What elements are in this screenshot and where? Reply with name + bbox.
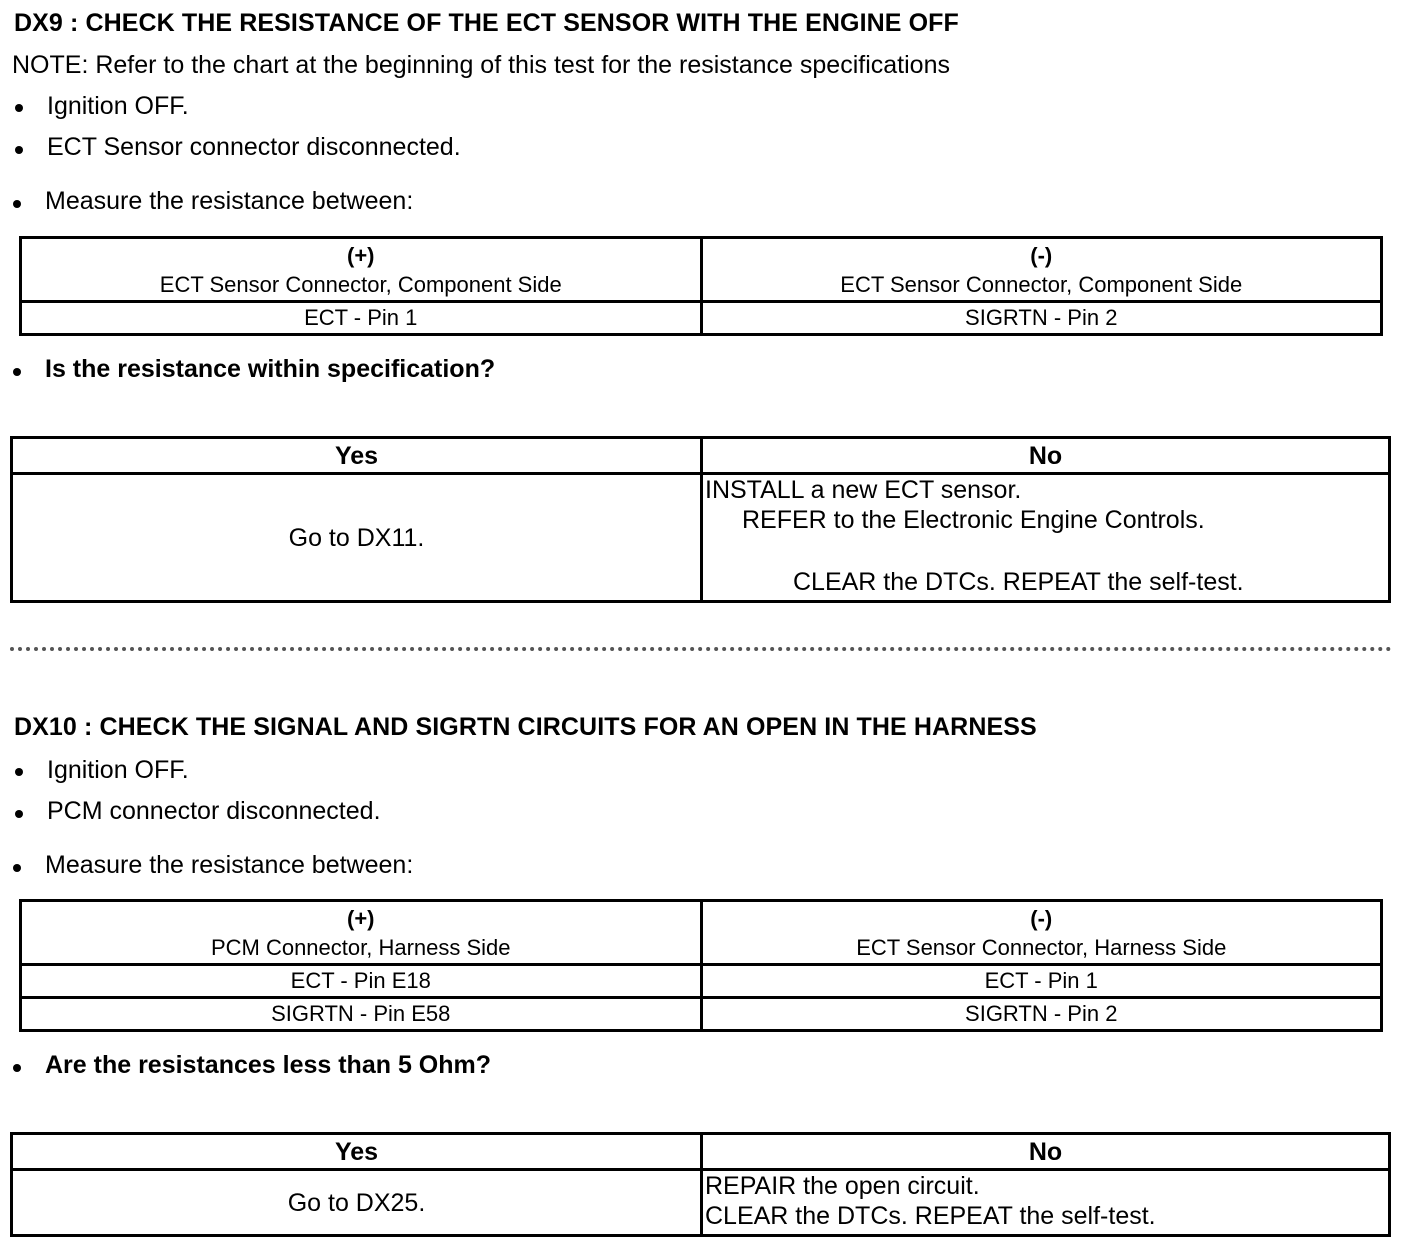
dx10-meas-col1-header: (+) PCM Connector, Harness Side (21, 901, 702, 965)
dx10-bullet-measure: Measure the resistance between: (45, 851, 414, 879)
dx9-meas-col2-header: (-) ECT Sensor Connector, Component Side (701, 238, 1382, 302)
dx9-meas-col1-header: (+) ECT Sensor Connector, Component Side (21, 238, 702, 302)
dx10-no-action: REPAIR the open circuit. CLEAR the DTCs. REPEAT the self-test. (702, 1170, 1390, 1236)
bullet-icon (13, 200, 21, 208)
section-divider (10, 647, 1392, 651)
bullet-icon (15, 768, 23, 776)
dx9-bullet-connector: ECT Sensor connector disconnected. (47, 133, 461, 161)
table-cell: ECT - Pin E18 (21, 965, 702, 998)
dx9-decision-table (10, 436, 1391, 603)
dx10-bullet-connector: PCM connector disconnected. (47, 797, 381, 825)
bullet-icon (15, 810, 23, 818)
dx9-question: Is the resistance within specification? (45, 355, 496, 383)
dx9-title: DX9 : CHECK THE RESISTANCE OF THE ECT SENSOR WITH THE ENGINE OFF (14, 9, 959, 37)
dx9-no-action: INSTALL a new ECT sensor. REFER to the Electronic Engine Controls. CLEAR the DTCs. REPEAT the self-test. (702, 474, 1390, 602)
table-row (21, 302, 1382, 335)
dx10-yes-header: Yes (12, 1134, 702, 1170)
dx9-yes-header: Yes (12, 438, 702, 474)
bullet-icon (13, 1064, 21, 1072)
table-row (21, 998, 1382, 1031)
table-row (21, 965, 1382, 998)
dx10-measurement-table (19, 899, 1383, 1032)
dx9-note: NOTE: Refer to the chart at the beginning of this test for the resistance specifications (12, 51, 950, 79)
dx9-no-header: No (702, 438, 1390, 474)
dx10-no-header: No (702, 1134, 1390, 1170)
table-cell: SIGRTN - Pin 2 (701, 302, 1382, 335)
dx9-measurement-table (19, 236, 1383, 336)
bullet-icon (13, 368, 21, 376)
dx10-question: Are the resistances less than 5 Ohm? (45, 1051, 492, 1079)
table-cell: ECT - Pin 1 (21, 302, 702, 335)
dx9-yes-action: Go to DX11. (12, 474, 702, 602)
dx10-title: DX10 : CHECK THE SIGNAL AND SIGRTN CIRCUITS FOR AN OPEN IN THE HARNESS (14, 713, 1037, 741)
bullet-icon (13, 864, 21, 872)
bullet-icon (15, 146, 23, 154)
dx10-meas-col2-header: (-) ECT Sensor Connector, Harness Side (701, 901, 1382, 965)
dx9-bullet-measure: Measure the resistance between: (45, 187, 414, 215)
bullet-icon (15, 104, 23, 112)
table-cell: ECT - Pin 1 (701, 965, 1382, 998)
table-cell: SIGRTN - Pin E58 (21, 998, 702, 1031)
table-cell: SIGRTN - Pin 2 (701, 998, 1382, 1031)
dx9-bullet-ignition: Ignition OFF. (47, 92, 189, 120)
dx10-yes-action: Go to DX25. (12, 1170, 702, 1236)
dx10-bullet-ignition: Ignition OFF. (47, 756, 189, 784)
dx10-decision-table (10, 1132, 1391, 1237)
